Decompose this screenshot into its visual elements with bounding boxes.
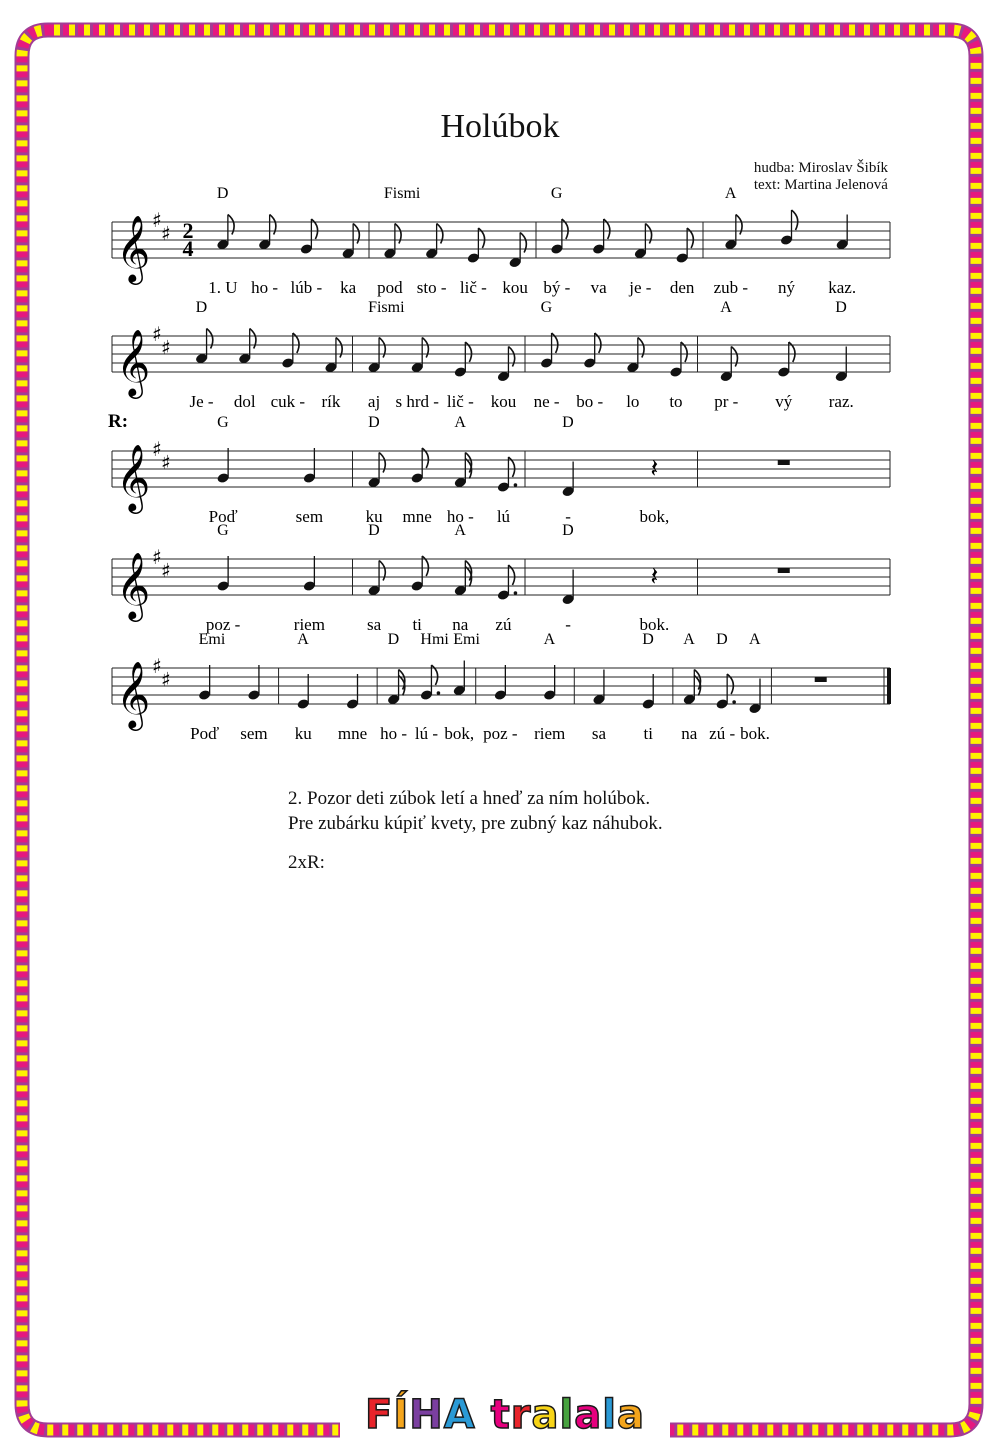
chord-symbol: A (724, 185, 737, 202)
verse-two-line-1: 2. Pozor deti zúbok letí a hneď za ním holúbok. (288, 788, 651, 809)
time-signature: 4 (182, 236, 194, 261)
lyric-syllable: na (452, 615, 469, 634)
lyric-syllable: sa (366, 615, 382, 634)
sharp-icon: ♯ (161, 667, 171, 692)
lyric-syllable: sem (295, 507, 324, 526)
lyric-syllable: ti (643, 724, 653, 743)
lyric-syllable: ku (365, 507, 383, 526)
lyric-syllable: na (681, 724, 698, 743)
sharp-icon: ♯ (152, 437, 162, 461)
chord-symbol: G (550, 185, 563, 202)
lyric-syllable: pr - (714, 392, 739, 411)
chord-symbol: G (540, 299, 553, 316)
chord-symbol: D (368, 522, 380, 539)
logo-letter: r (510, 1392, 532, 1438)
logo-letter: a (574, 1392, 603, 1438)
sharp-icon: ♯ (152, 545, 162, 569)
whole-rest (778, 460, 790, 465)
chord-symbol: D (562, 522, 574, 539)
chord-symbol: G (217, 414, 229, 431)
lyric-syllable: lič - (446, 392, 474, 411)
chord-symbol: D (387, 631, 400, 648)
lyric-syllable: ho - (380, 724, 408, 743)
lyric-syllable: dol (233, 392, 256, 411)
lyric-syllable: zub - (713, 278, 749, 297)
lyric-syllable: ku (294, 724, 312, 743)
logo-letter: a (531, 1392, 560, 1438)
lyric-syllable: aj (367, 392, 381, 411)
verse-two-line-2: Pre zubárku kúpiť kvety, pre zubný kaz náhubok. (288, 813, 663, 834)
music-credit: hudba: Miroslav Šibík (753, 160, 888, 176)
lyric-syllable: Poď (190, 724, 220, 743)
lyric-syllable: je - (629, 278, 652, 297)
fiha-tralala-logo (340, 1390, 670, 1440)
note-dot (732, 700, 736, 704)
logo-letter: t (490, 1392, 511, 1438)
note-dot (437, 691, 441, 695)
chord-symbol: A (454, 522, 466, 539)
lyric-syllable: ti (412, 615, 422, 634)
chord-symbol: Emi (453, 631, 480, 648)
lyric-syllable: raz. (828, 392, 854, 411)
lyric-syllable: poz - (483, 724, 518, 743)
lyric-syllable: bý - (543, 278, 571, 297)
lyric-syllable: bok, (444, 724, 475, 743)
lyric-syllable: rík (321, 392, 341, 411)
lyric-syllable: mne (337, 724, 368, 743)
chord-symbol: A (297, 631, 309, 648)
chord-symbol: D (716, 631, 728, 648)
lyric-syllable: sa (591, 724, 607, 743)
logo-letter: l (602, 1392, 617, 1438)
treble-clef-icon: 𝄞 (116, 328, 151, 396)
chord-symbol: A (454, 414, 466, 431)
whole-rest (778, 568, 790, 573)
lyric-syllable: kaz. (828, 278, 857, 297)
lyric-syllable: ka (340, 278, 357, 297)
lyric-syllable: bok. (740, 724, 770, 743)
time-signature: 2 (182, 218, 194, 243)
text-credit: text: Martina Jelenová (753, 177, 888, 193)
note-flag (792, 210, 798, 230)
logo-letter: A (443, 1392, 476, 1438)
lyric-syllable: bok, (639, 507, 670, 526)
treble-clef-icon: 𝄞 (116, 214, 151, 282)
lyric-syllable: den (669, 278, 695, 297)
lyric-syllable: riem (293, 615, 325, 634)
lyric-syllable: cuk - (270, 392, 306, 411)
treble-clef-icon: 𝄞 (116, 443, 151, 511)
chord-symbol: Hmi (420, 631, 449, 648)
lyric-syllable: lú - (414, 724, 438, 743)
lyric-syllable: lič - (459, 278, 487, 297)
lyric-syllable: ne - (533, 392, 560, 411)
lyric-syllable: pod (377, 278, 403, 297)
lyric-syllable: kou (502, 278, 528, 297)
chord-symbol: A (720, 299, 732, 316)
chord-symbol: D (562, 414, 574, 431)
lyric-syllable: riem (534, 724, 566, 743)
sharp-icon: ♯ (152, 322, 162, 346)
quarter-rest: 𝄽 (650, 562, 659, 592)
chord-symbol: D (368, 414, 380, 431)
lyric-syllable: to (669, 392, 683, 411)
treble-clef-icon: 𝄞 (116, 660, 151, 728)
lyric-syllable: sem (240, 724, 268, 743)
logo-letter (476, 1390, 491, 1440)
lyric-syllable: bok. (639, 615, 670, 634)
verse-two (288, 786, 663, 836)
staff-system (0, 628, 1000, 758)
lyric-syllable: vý (775, 392, 793, 411)
treble-clef-icon: 𝄞 (116, 551, 151, 619)
lyric-syllable: va (590, 278, 607, 297)
sharp-icon: ♯ (161, 450, 171, 475)
note-dot (514, 591, 518, 595)
lyric-syllable: 1. U (208, 278, 238, 297)
sharp-icon: ♯ (161, 221, 171, 246)
lyric-syllable: s hrd - (395, 392, 439, 411)
chord-symbol: Fismi (368, 299, 405, 316)
logo-letter: Í (393, 1392, 410, 1438)
lyric-syllable: poz - (205, 615, 241, 634)
lyric-syllable: zú (495, 615, 512, 634)
chord-symbol: D (835, 299, 847, 316)
logo-letter: H (409, 1392, 444, 1438)
chord-symbol: A (749, 631, 761, 648)
lyric-syllable: Je - (189, 392, 214, 411)
chord-symbol: Fismi (383, 185, 421, 202)
logo-letter: l (559, 1392, 575, 1438)
sharp-icon: ♯ (152, 654, 162, 678)
chord-symbol: D (642, 631, 654, 648)
lyric-syllable: ný (778, 278, 795, 297)
lyric-syllable: lúb - (290, 278, 323, 297)
lyric-syllable: mne (402, 507, 432, 526)
note-dot (514, 483, 518, 487)
chord-symbol: D (195, 299, 208, 316)
lyric-syllable: ho - (251, 278, 279, 297)
sharp-icon: ♯ (152, 208, 162, 232)
staff-system (0, 182, 1000, 312)
lyric-syllable: bo - (576, 392, 604, 411)
chord-symbol: G (217, 522, 229, 539)
chord-symbol: Emi (198, 631, 226, 648)
chord-symbol: A (543, 631, 556, 648)
refrain-label: R: (108, 411, 129, 432)
lyric-syllable: - (565, 507, 571, 526)
chord-symbol: A (683, 631, 695, 648)
lyric-syllable: Poď (208, 507, 238, 526)
chord-symbol: D (216, 185, 229, 202)
logo-letter: F (365, 1392, 394, 1438)
lyric-syllable: zú - (709, 724, 736, 743)
logo-letter: a (616, 1392, 645, 1438)
sharp-icon: ♯ (161, 558, 171, 583)
page-title: Holúbok (440, 108, 560, 145)
repeat-mark: 2xR: (288, 852, 325, 873)
lyric-syllable: sto - (416, 278, 447, 297)
lyric-syllable: lo (626, 392, 640, 411)
whole-rest (815, 677, 827, 682)
quarter-rest: 𝄽 (650, 454, 659, 484)
lyric-syllable: lú (496, 507, 511, 526)
lyric-syllable: - (565, 615, 571, 634)
lyric-syllable: ho - (446, 507, 474, 526)
lyric-syllable: kou (490, 392, 517, 411)
sharp-icon: ♯ (161, 335, 171, 360)
staff-system (0, 296, 1000, 426)
